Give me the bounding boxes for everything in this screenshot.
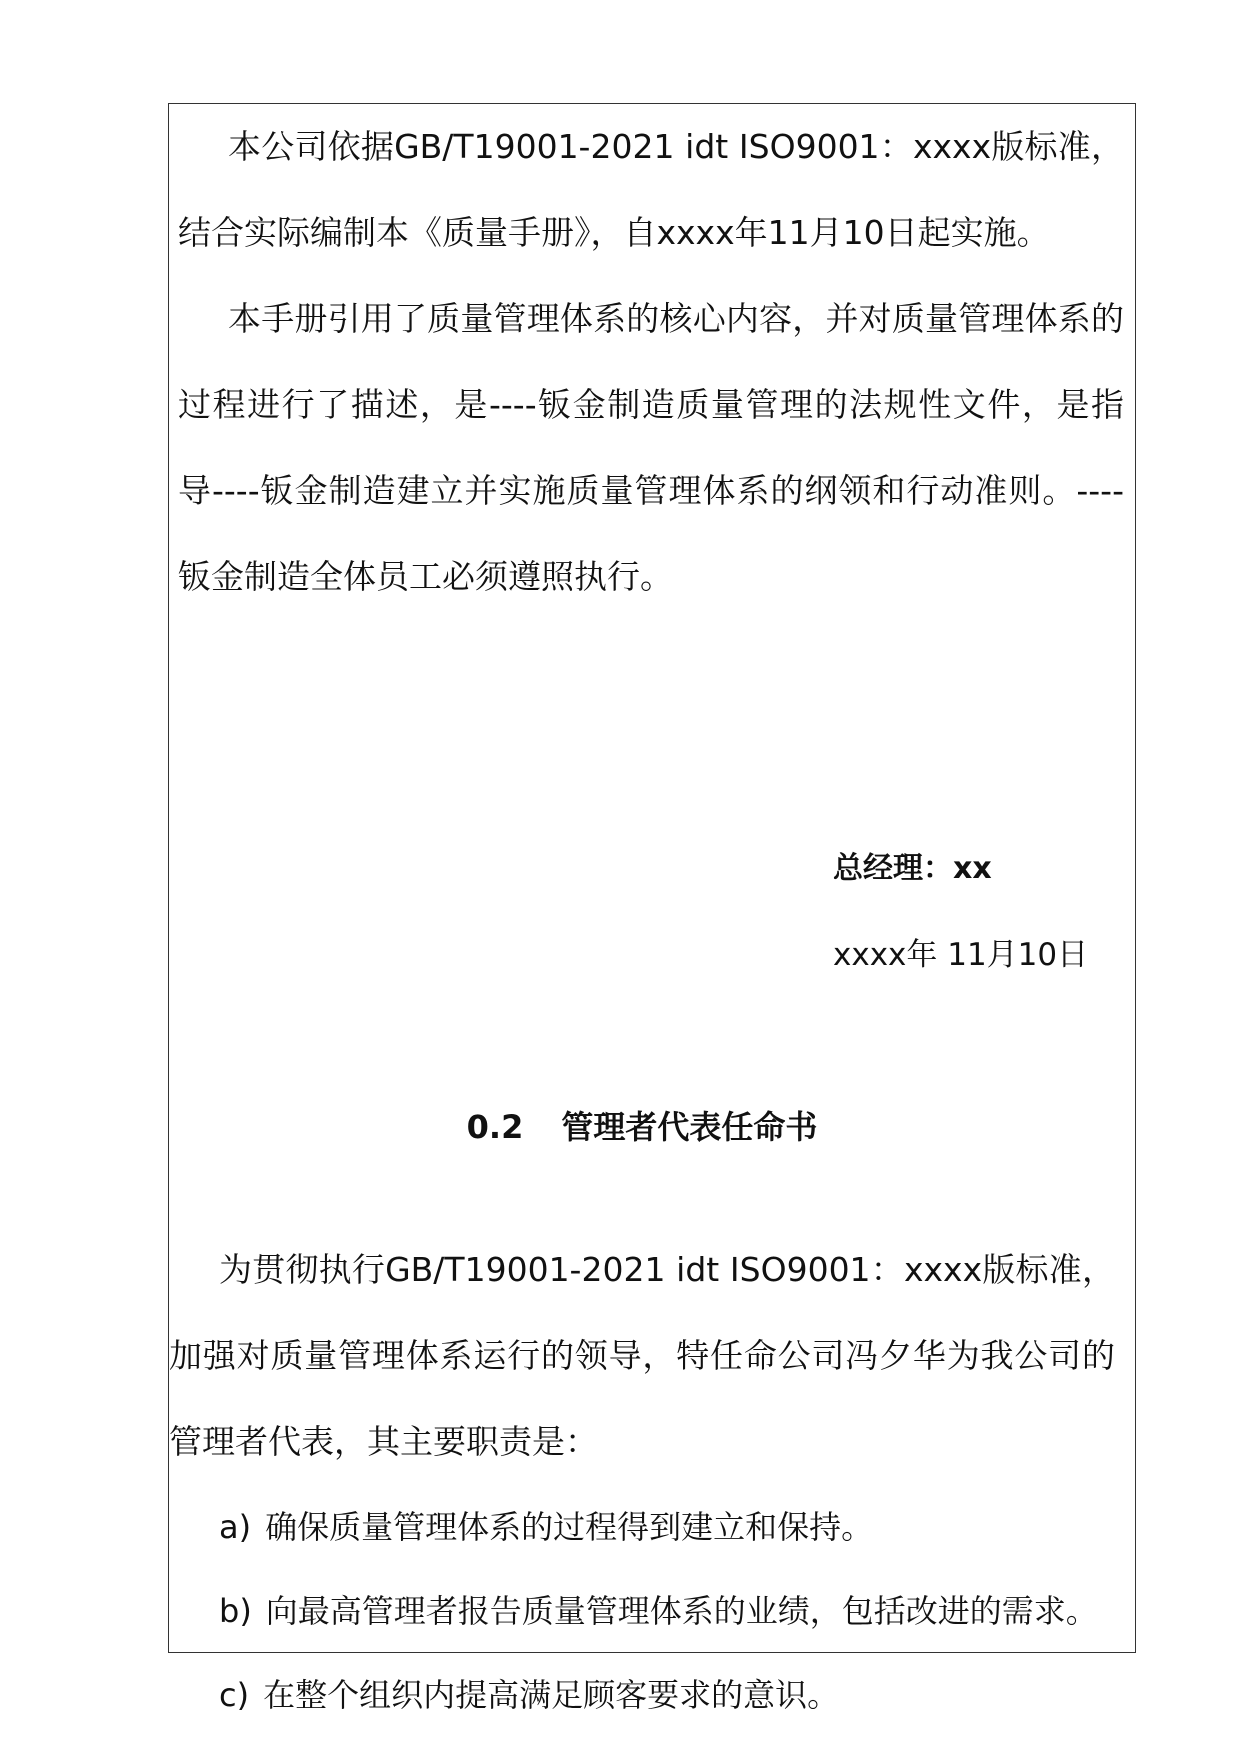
duty-item	[169, 1653, 1115, 1737]
duty-item	[169, 1485, 1115, 1569]
appointment-paragraph: 为贯彻执行GB/T19001-2021 idt ISO9001：xxxx版标准，加强对质量管理体系运行的领导，特任命公司冯夕华为我公司的管理者代表，其主要职责是：	[169, 1250, 1115, 1461]
intro-paragraph-1: 本公司依据GB/T19001-2021 idt ISO9001：xxxx版标准，结合实际编制本《质量手册》，自xxxx年11月10日起实施。	[178, 127, 1124, 252]
duty-label: b)	[219, 1592, 252, 1630]
section-title-text: 管理者代表任命书	[561, 1108, 818, 1146]
intro-paragraph-2: 本手册引用了质量管理体系的核心内容，并对质量管理体系的过程进行了描述，是----钣金制造质量管理的法规性文件，是指导----钣金制造建立并实施质量管理体系的纲领和行动准则。----钣金制造全体员工必须遵照执行。	[178, 299, 1124, 596]
duty-item	[169, 1569, 1115, 1653]
duty-label: c)	[219, 1676, 250, 1714]
signature-line: 总经理：xx	[833, 851, 992, 886]
duty-text: 向最高管理者报告质量管理体系的业绩，包括改进的需求。	[265, 1592, 1098, 1630]
duty-text: 确保质量管理体系的过程得到建立和保持。	[265, 1508, 874, 1546]
section-heading	[169, 1084, 1115, 1170]
duty-text: 在整个组织内提高满足顾客要求的意识。	[263, 1676, 840, 1714]
section-number: 0.2	[466, 1108, 524, 1146]
signature-date: xxxx年 11月10日	[833, 937, 1089, 973]
document-frame	[168, 103, 1136, 1714]
intro-section	[178, 104, 1124, 620]
appointment-section	[169, 1227, 1115, 1737]
duty-label: a)	[219, 1508, 252, 1546]
